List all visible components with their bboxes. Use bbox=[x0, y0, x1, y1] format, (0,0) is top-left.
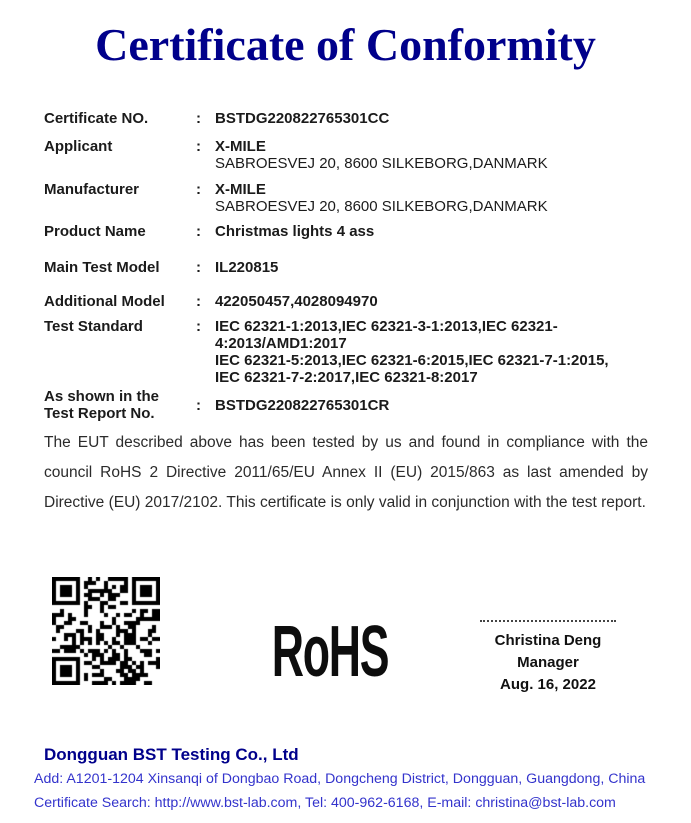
field-label-test-report-no bbox=[44, 388, 196, 422]
field-row-additional-model bbox=[44, 293, 651, 310]
field-value-product-name: Christmas lights 4 ass bbox=[215, 223, 375, 240]
field-value-test-standard bbox=[215, 318, 651, 386]
field-label-certificate-no: Certificate NO. bbox=[44, 110, 149, 127]
test-report-label-line-1: As shown in the bbox=[44, 388, 160, 405]
field-row-product-name bbox=[44, 223, 651, 240]
manufacturer-name: X-MILE bbox=[215, 181, 266, 198]
field-row-main-test-model bbox=[44, 259, 651, 276]
colon: : bbox=[196, 318, 201, 335]
field-value-manufacturer bbox=[215, 181, 651, 215]
colon: : bbox=[196, 181, 201, 198]
field-value-additional-model: 422050457,4028094970 bbox=[215, 293, 378, 310]
colon: : bbox=[196, 259, 201, 276]
manufacturer-address: SABROESVEJ 20, 8600 SILKEBORG,DANMARK bbox=[215, 198, 548, 215]
qr-code bbox=[52, 577, 160, 685]
signature-line bbox=[480, 620, 616, 622]
field-value-certificate-no: BSTDG220822765301CC bbox=[215, 110, 390, 127]
colon: : bbox=[196, 138, 201, 155]
colon: : bbox=[196, 396, 201, 414]
signature-date: Aug. 16, 2022 bbox=[500, 676, 596, 693]
signature-block bbox=[478, 614, 618, 696]
test-standard-line-3: IEC 62321-7-2:2017,IEC 62321-8:2017 bbox=[215, 369, 478, 386]
signer-title: Manager bbox=[517, 654, 579, 671]
field-value-applicant bbox=[215, 138, 651, 172]
colon: : bbox=[196, 110, 201, 127]
footer-contact: Certificate Search: http://www.bst-lab.com, Tel: 400-962-6168, E-mail: christina@bst-lab.com bbox=[34, 795, 616, 811]
field-row-manufacturer bbox=[44, 181, 651, 215]
test-standard-line-1: IEC 62321-1:2013,IEC 62321-3-1:2013,IEC 62321-4:2013/AMD1:2017 bbox=[215, 318, 558, 352]
page-title: Certificate of Conformity bbox=[95, 19, 596, 70]
footer-company-name: Dongguan BST Testing Co., Ltd bbox=[44, 745, 299, 764]
signer-name: Christina Deng bbox=[494, 632, 602, 649]
field-label-main-test-model: Main Test Model bbox=[44, 259, 160, 276]
field-label-manufacturer: Manufacturer bbox=[44, 181, 140, 198]
certificate-fields bbox=[44, 110, 651, 422]
test-report-label-line-2: Test Report No. bbox=[44, 405, 155, 422]
field-label-additional-model: Additional Model bbox=[44, 293, 165, 310]
colon: : bbox=[196, 223, 201, 240]
applicant-address: SABROESVEJ 20, 8600 SILKEBORG,DANMARK bbox=[215, 155, 548, 172]
field-value-main-test-model: IL220815 bbox=[215, 259, 279, 276]
field-row-test-standard bbox=[44, 318, 651, 386]
field-row-certificate-no bbox=[44, 110, 651, 127]
rohs-logo: RoHS bbox=[271, 612, 389, 692]
field-value-test-report-no: BSTDG220822765301CR bbox=[215, 396, 390, 414]
field-label-product-name: Product Name bbox=[44, 223, 146, 240]
test-standard-line-2: IEC 62321-5:2013,IEC 62321-6:2015,IEC 62321-7-1:2015, bbox=[215, 352, 609, 369]
field-row-test-report-no bbox=[44, 388, 651, 422]
field-label-applicant: Applicant bbox=[44, 138, 113, 155]
field-row-applicant bbox=[44, 138, 651, 172]
colon: : bbox=[196, 293, 201, 310]
compliance-statement: The EUT described above has been tested by us and found in compliance with the council RoHS 2 Directive 2011/65/EU Annex II (EU) 2015/863 as last amended by Directive (EU) 2017/2102. This certificate is only valid in conjunction with the test report. bbox=[44, 433, 648, 511]
footer-address: Add: A1201-1204 Xinsanqi of Dongbao Road, Dongcheng District, Dongguan, Guangdong, China bbox=[34, 771, 646, 787]
field-label-test-standard: Test Standard bbox=[44, 318, 143, 335]
applicant-name: X-MILE bbox=[215, 138, 266, 155]
